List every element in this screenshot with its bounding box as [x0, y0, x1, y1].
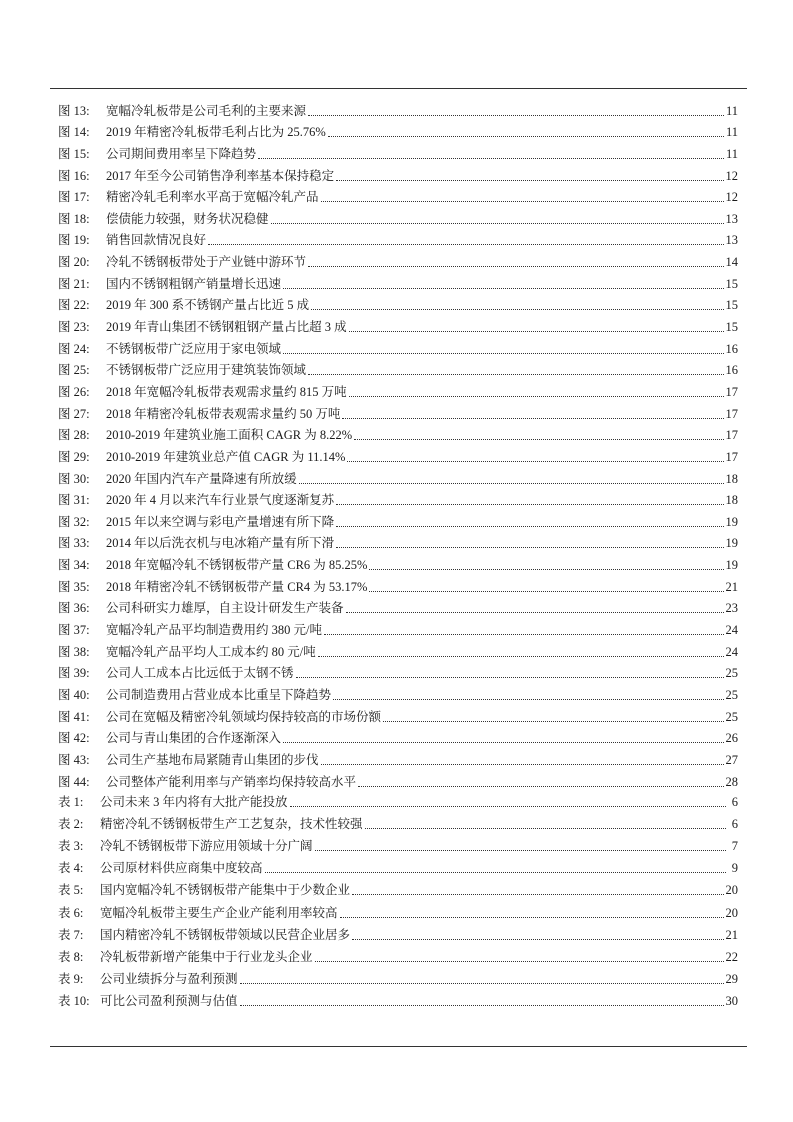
- figure-entry[interactable]: [58, 703, 738, 725]
- dot-leader: [340, 917, 724, 918]
- dot-leader: [383, 721, 723, 722]
- entry-page: 17: [725, 449, 738, 464]
- entry-title: 公司业绩拆分与盈利预测: [100, 971, 238, 986]
- figure-entry[interactable]: [58, 357, 738, 379]
- dot-leader: [283, 353, 723, 354]
- entry-page: 30: [725, 993, 738, 1008]
- table-list: [58, 788, 738, 1009]
- dot-leader: [358, 786, 723, 787]
- entry-title: 精密冷轧毛利率水平高于宽幅冷轧产品: [106, 190, 319, 205]
- entry-label: 图 35:: [58, 579, 90, 594]
- dot-leader: [208, 244, 723, 245]
- dot-leader: [336, 526, 723, 527]
- figure-entry[interactable]: [58, 227, 738, 249]
- entry-title: 公司人工成本占比远低于太钢不锈: [106, 666, 294, 681]
- entry-page: 9: [731, 861, 738, 876]
- entry-page: 26: [725, 731, 738, 746]
- entry-title: 2010-2019 年建筑业施工面积 CAGR 为 8.22%: [106, 428, 353, 443]
- entry-title: 可比公司盈利预测与估值: [100, 993, 238, 1008]
- figure-entry[interactable]: [58, 573, 738, 595]
- entry-page: 17: [725, 406, 738, 421]
- entry-title: 宽幅冷轧产品平均人工成本约 80 元/吨: [106, 644, 316, 659]
- entry-page: 7: [731, 839, 738, 854]
- entry-label: 图 44:: [58, 774, 90, 789]
- entry-label: 图 31:: [58, 493, 90, 508]
- figure-entry[interactable]: [58, 660, 738, 682]
- figure-entry[interactable]: [58, 616, 738, 638]
- dot-leader: [318, 656, 724, 657]
- entry-label: 图 33:: [58, 536, 90, 551]
- dot-leader: [265, 872, 726, 873]
- entry-title: 2018 年精密冷轧板带表观需求量约 50 万吨: [106, 406, 341, 421]
- figure-entry[interactable]: [58, 270, 738, 292]
- entry-title: 2015 年以来空调与彩电产量增速有所下降: [106, 514, 335, 529]
- dot-leader: [349, 331, 724, 332]
- entry-label: 图 20:: [58, 255, 90, 270]
- entry-label: 图 36:: [58, 601, 90, 616]
- dot-leader: [347, 461, 723, 462]
- figure-entry[interactable]: [58, 313, 738, 335]
- figure-entry[interactable]: [58, 140, 738, 162]
- dot-leader: [240, 1005, 724, 1006]
- dot-leader: [354, 439, 723, 440]
- table-entry[interactable]: [58, 898, 738, 920]
- entry-title: 2020 年 4 月以来汽车行业景气度逐渐复苏: [106, 493, 335, 508]
- figure-entry[interactable]: [58, 443, 738, 465]
- entry-label: 图 25:: [58, 363, 90, 378]
- entry-title: 2018 年宽幅冷轧板带表观需求量约 815 万吨: [106, 384, 347, 399]
- dot-leader: [271, 223, 724, 224]
- entry-page: 28: [725, 774, 738, 789]
- entry-title: 销售回款情况良好: [106, 233, 207, 248]
- entry-page: 19: [725, 558, 738, 573]
- figure-entry[interactable]: [58, 248, 738, 270]
- entry-title: 2019 年 300 系不锈钢产量占比近 5 成: [106, 298, 310, 313]
- entry-title: 公司制造费用占营业成本比重呈下降趋势: [106, 687, 332, 702]
- entry-page: 14: [725, 255, 738, 270]
- entry-label: 表 1:: [58, 795, 84, 810]
- entry-page: 19: [725, 536, 738, 551]
- entry-title: 不锈钢板带广泛应用于建筑装饰领域: [106, 363, 307, 378]
- entry-title: 公司科研实力雄厚，自主设计研发生产装备: [106, 601, 344, 616]
- table-entry[interactable]: [58, 788, 738, 810]
- figure-entry[interactable]: [58, 530, 738, 552]
- dot-leader: [369, 569, 723, 570]
- dot-leader: [290, 806, 726, 807]
- entry-page: 16: [725, 341, 738, 356]
- entry-title: 2019 年精密冷轧板带毛利占比为 25.76%: [106, 125, 326, 140]
- entry-page: 27: [725, 752, 738, 767]
- entry-label: 图 22:: [58, 298, 90, 313]
- entry-label: 图 37:: [58, 623, 90, 638]
- entry-title: 宽幅冷轧板带是公司毛利的主要来源: [106, 103, 307, 118]
- figure-entry[interactable]: [58, 292, 738, 314]
- entry-title: 2010-2019 年建筑业总产值 CAGR 为 11.14%: [106, 449, 346, 464]
- entry-label: 图 24:: [58, 341, 90, 356]
- entry-title: 偿债能力较强，财务状况稳健: [106, 211, 269, 226]
- entry-label: 图 23:: [58, 320, 90, 335]
- entry-page: 12: [725, 168, 738, 183]
- entry-title: 公司在宽幅及精密冷轧领域均保持较高的市场份额: [106, 709, 382, 724]
- table-entry[interactable]: [58, 854, 738, 876]
- figure-entry[interactable]: [58, 487, 738, 509]
- entry-label: 表 10:: [58, 993, 90, 1008]
- entry-label: 图 19:: [58, 233, 90, 248]
- dot-leader: [315, 961, 724, 962]
- table-entry[interactable]: [58, 921, 738, 943]
- entry-label: 图 38:: [58, 644, 90, 659]
- entry-page: 29: [725, 971, 738, 986]
- dot-leader: [369, 591, 723, 592]
- entry-page: 15: [725, 320, 738, 335]
- dot-leader: [349, 396, 724, 397]
- entry-label: 图 34:: [58, 558, 90, 573]
- entry-page: 11: [725, 103, 738, 118]
- dot-leader: [299, 483, 724, 484]
- entry-label: 图 39:: [58, 666, 90, 681]
- entry-page: 15: [725, 298, 738, 313]
- entry-title: 国内不锈钢粗钢产销量增长迅速: [106, 276, 282, 291]
- entry-label: 图 32:: [58, 514, 90, 529]
- dot-leader: [283, 288, 723, 289]
- figure-entry[interactable]: [58, 335, 738, 357]
- entry-page: 13: [725, 211, 738, 226]
- dot-leader: [352, 894, 723, 895]
- dot-leader: [342, 418, 723, 419]
- dot-leader: [336, 547, 723, 548]
- entry-title: 国内精密冷轧不锈钢板带领域以民营企业居多: [100, 927, 351, 942]
- entry-label: 图 21:: [58, 276, 90, 291]
- entry-page: 23: [725, 601, 738, 616]
- entry-page: 17: [725, 384, 738, 399]
- entry-title: 公司整体产能利用率与产销率均保持较高水平: [106, 774, 357, 789]
- dot-leader: [258, 158, 724, 159]
- entry-page: 21: [725, 927, 738, 942]
- entry-page: 24: [725, 644, 738, 659]
- entry-label: 图 15:: [58, 146, 90, 161]
- entry-label: 表 2:: [58, 817, 84, 832]
- figure-entry[interactable]: [58, 205, 738, 227]
- entry-label: 表 9:: [58, 971, 84, 986]
- table-entry[interactable]: [58, 810, 738, 832]
- table-entry[interactable]: [58, 987, 738, 1009]
- table-entry[interactable]: [58, 943, 738, 965]
- entry-label: 表 7:: [58, 927, 84, 942]
- entry-title: 冷轧不锈钢板带下游应用领域十分广阔: [100, 839, 313, 854]
- figure-entry[interactable]: [58, 725, 738, 747]
- entry-page: 18: [725, 471, 738, 486]
- entry-label: 表 4:: [58, 861, 84, 876]
- figure-entry[interactable]: [58, 465, 738, 487]
- figure-list: [58, 97, 738, 790]
- dot-leader: [308, 266, 723, 267]
- entry-title: 2017 年至今公司销售净利率基本保持稳定: [106, 168, 335, 183]
- entry-label: 表 8:: [58, 949, 84, 964]
- figure-entry[interactable]: [58, 422, 738, 444]
- entry-label: 图 27:: [58, 406, 90, 421]
- figure-entry[interactable]: [58, 378, 738, 400]
- entry-title: 2014 年以后洗衣机与电冰箱产量有所下滑: [106, 536, 335, 551]
- entry-label: 表 6:: [58, 905, 84, 920]
- header-rule: [50, 88, 747, 89]
- dot-leader: [328, 136, 724, 137]
- figure-entry[interactable]: [58, 681, 738, 703]
- figure-entry[interactable]: [58, 595, 738, 617]
- entry-page: 19: [725, 514, 738, 529]
- entry-label: 图 30:: [58, 471, 90, 486]
- entry-page: 18: [725, 493, 738, 508]
- dot-leader: [346, 612, 724, 613]
- entry-page: 24: [725, 623, 738, 638]
- entry-label: 图 43:: [58, 752, 90, 767]
- entry-label: 图 28:: [58, 428, 90, 443]
- dot-leader: [311, 309, 723, 310]
- entry-label: 表 3:: [58, 839, 84, 854]
- dot-leader: [336, 504, 723, 505]
- entry-label: 图 42:: [58, 731, 90, 746]
- entry-page: 21: [725, 579, 738, 594]
- entry-title: 宽幅冷轧板带主要生产企业产能利用率较高: [100, 905, 338, 920]
- entry-page: 11: [725, 125, 738, 140]
- entry-label: 图 29:: [58, 449, 90, 464]
- entry-page: 20: [725, 883, 738, 898]
- dot-leader: [352, 939, 723, 940]
- footer-rule: [50, 1046, 747, 1047]
- entry-page: 6: [731, 817, 738, 832]
- dot-leader: [240, 983, 724, 984]
- dot-leader: [333, 699, 723, 700]
- entry-page: 17: [725, 428, 738, 443]
- figure-entry[interactable]: [58, 551, 738, 573]
- entry-title: 2018 年精密冷轧不锈钢板带产量 CR4 为 53.17%: [106, 579, 368, 594]
- entry-title: 公司原材料供应商集中度较高: [100, 861, 263, 876]
- figure-entry[interactable]: [58, 119, 738, 141]
- entry-title: 精密冷轧不锈钢板带生产工艺复杂，技术性较强: [100, 817, 363, 832]
- entry-page: 6: [731, 795, 738, 810]
- entry-label: 图 26:: [58, 384, 90, 399]
- figure-entry[interactable]: [58, 746, 738, 768]
- figure-entry[interactable]: [58, 162, 738, 184]
- entry-page: 25: [725, 666, 738, 681]
- figure-entry[interactable]: [58, 508, 738, 530]
- entry-title: 2018 年宽幅冷轧不锈钢板带产量 CR6 为 85.25%: [106, 558, 368, 573]
- figure-entry[interactable]: [58, 768, 738, 790]
- entry-title: 冷轧不锈钢板带处于产业链中游环节: [106, 255, 307, 270]
- dot-leader: [324, 634, 724, 635]
- entry-label: 图 40:: [58, 687, 90, 702]
- dot-leader: [315, 850, 726, 851]
- entry-title: 国内宽幅冷轧不锈钢板带产能集中于少数企业: [100, 883, 351, 898]
- entry-title: 冷轧板带新增产能集中于行业龙头企业: [100, 949, 313, 964]
- entry-title: 公司生产基地布局紧随青山集团的步伐: [106, 752, 319, 767]
- entry-page: 15: [725, 276, 738, 291]
- entry-title: 不锈钢板带广泛应用于家电领域: [106, 341, 282, 356]
- entry-label: 表 5:: [58, 883, 84, 898]
- dot-leader: [296, 677, 724, 678]
- entry-label: 图 16:: [58, 168, 90, 183]
- figure-entry[interactable]: [58, 638, 738, 660]
- entry-page: 12: [725, 190, 738, 205]
- entry-page: 16: [725, 363, 738, 378]
- entry-page: 25: [725, 687, 738, 702]
- entry-title: 2019 年青山集团不锈钢粗钢产量占比超 3 成: [106, 320, 347, 335]
- figure-entry[interactable]: [58, 184, 738, 206]
- entry-title: 公司与青山集团的合作逐渐深入: [106, 731, 282, 746]
- dot-leader: [365, 828, 726, 829]
- table-entry[interactable]: [58, 965, 738, 987]
- entry-label: 图 13:: [58, 103, 90, 118]
- dot-leader: [308, 115, 724, 116]
- entry-title: 宽幅冷轧产品平均制造费用约 380 元/吨: [106, 623, 322, 638]
- figure-entry[interactable]: [58, 400, 738, 422]
- entry-title: 2020 年国内汽车产量降速有所放缓: [106, 471, 297, 486]
- table-entry[interactable]: [58, 832, 738, 854]
- entry-page: 25: [725, 709, 738, 724]
- table-entry[interactable]: [58, 876, 738, 898]
- entry-title: 公司未来 3 年内将有大批产能投放: [100, 795, 288, 810]
- dot-leader: [321, 764, 724, 765]
- entry-label: 图 41:: [58, 709, 90, 724]
- entry-page: 20: [725, 905, 738, 920]
- figure-entry[interactable]: [58, 97, 738, 119]
- entry-page: 11: [725, 146, 738, 161]
- entry-title: 公司期间费用率呈下降趋势: [106, 146, 257, 161]
- dot-leader: [308, 374, 723, 375]
- dot-leader: [321, 201, 724, 202]
- dot-leader: [283, 742, 723, 743]
- entry-label: 图 18:: [58, 211, 90, 226]
- entry-label: 图 17:: [58, 190, 90, 205]
- entry-label: 图 14:: [58, 125, 90, 140]
- entry-page: 13: [725, 233, 738, 248]
- dot-leader: [336, 180, 723, 181]
- entry-page: 22: [725, 949, 738, 964]
